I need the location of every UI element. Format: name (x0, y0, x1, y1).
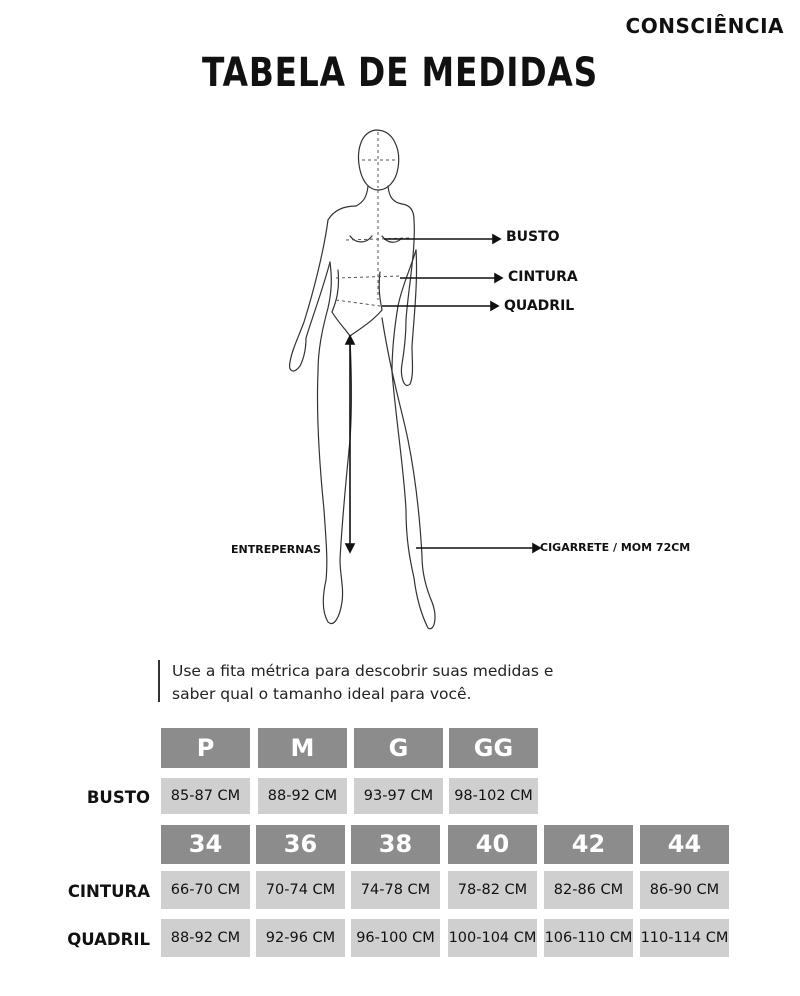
quadril-cell-38: 96-100 CM (351, 919, 440, 957)
quadril-cell-42: 106-110 CM (544, 919, 633, 957)
size-header-44: 44 (640, 825, 729, 864)
size-header-34: 34 (161, 825, 250, 864)
intro-line-2: saber qual o tamanho ideal para você. (172, 685, 472, 703)
label-quadril: QUADRIL (504, 298, 575, 314)
label-cigarrete: CIGARRETE / MOM 72CM (540, 541, 691, 554)
intro-text (158, 660, 553, 702)
quadril-cell-36: 92-96 CM (256, 919, 345, 957)
size-header-m: M (258, 728, 347, 768)
size-header-38: 38 (351, 825, 440, 864)
quadril-cell-44: 110-114 CM (640, 919, 729, 957)
label-entrepernas: ENTREPERNAS (231, 543, 321, 556)
size-header-g: G (354, 728, 443, 768)
quadril-cell-34: 88-92 CM (161, 919, 250, 957)
row-label-quadril: QUADRIL (67, 930, 150, 949)
size-header-36: 36 (256, 825, 345, 864)
label-busto: BUSTO (506, 229, 560, 245)
cintura-cell-36: 70-74 CM (256, 871, 345, 909)
brand-logo: CONSCIÊNCIA (625, 14, 784, 38)
busto-cell-m: 88-92 CM (258, 778, 347, 814)
intro-line-1: Use a fita métrica para descobrir suas medidas e (172, 662, 554, 680)
label-cintura: CINTURA (508, 269, 578, 285)
page-title: TABELA DE MEDIDAS (201, 50, 599, 96)
row-label-cintura: CINTURA (67, 882, 150, 901)
cintura-cell-42: 82-86 CM (544, 871, 633, 909)
cintura-cell-38: 74-78 CM (351, 871, 440, 909)
size-header-gg: GG (449, 728, 538, 768)
quadril-cell-40: 100-104 CM (448, 919, 537, 957)
cintura-cell-44: 86-90 CM (640, 871, 729, 909)
busto-cell-g: 93-97 CM (354, 778, 443, 814)
busto-cell-p: 85-87 CM (161, 778, 250, 814)
size-header-42: 42 (544, 825, 633, 864)
busto-cell-gg: 98-102 CM (449, 778, 538, 814)
size-header-p: P (161, 728, 250, 768)
row-label-busto: BUSTO (86, 788, 150, 807)
cintura-cell-40: 78-82 CM (448, 871, 537, 909)
size-header-40: 40 (448, 825, 537, 864)
cintura-cell-34: 66-70 CM (161, 871, 250, 909)
